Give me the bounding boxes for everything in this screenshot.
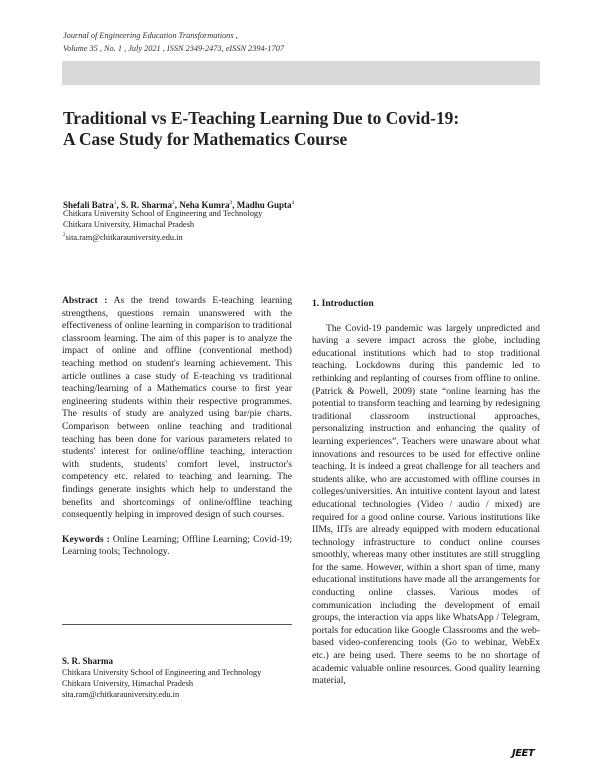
- affiliation-university: Chitkara University, Himachal Pradesh: [63, 220, 195, 229]
- abstract: [62, 295, 292, 522]
- contact-email: sita.ram@chitkarauniversity.edu.in: [62, 690, 180, 699]
- keywords-label: Keywords :: [62, 533, 110, 545]
- section-heading: 1. Introduction: [312, 298, 374, 309]
- author-name: Madhu Gupta: [236, 200, 292, 210]
- abstract-text: As the trend towards E-teaching learning strengthens, questions remain unanswered with the effectiveness of online learning in comparison to traditional classroom learning. The aim of this paper is to analyze the impact of online and offline (conventional method) teaching method on student's learning achievement. This article outlines a case study of E-teaching vs traditional teaching/learning of a Mathematics course to first year engineering students within their respective programmes. The results of study are analyzed using bar/pie charts. Comparison between online teaching and traditional teaching has been done for various parameters related to students' interest for online/offline teaching, interaction with students, students' comfort level, instructor's competency etc. related to teaching and learning. The findings generate insights which help to understand the benefits and shortcomings of online/offline teaching consequently helping in improved design of such courses.: [62, 295, 293, 521]
- header-banner: [62, 61, 540, 85]
- journal-name: Journal of Engineering Education Transformations ,: [63, 31, 238, 40]
- intro-paragraph: The Covid-19 pandemic was largely unpredicted and having a severe impact across the globe, including educational institutions which had to stop traditional teaching. Lockdowns during this pandemic led to rethinking and replanting of courses from offline to online. (Patrick & Powell, 2009) state “online learning has the potential to transform teaching and learning by redesigning traditional classroom instructional approaches, personalizing instruction and enhancing the quality of learning experiences”. Teachers were unaware about what innovations and resources to be used for effective online teaching. It is indeed a great challenge for all teachers and students alike, who are accustomed with offline courses in colleges/universities. An intuitive content layout and latest educational technologies (Video / audio / mixed) are required for a good online course. Various institutions like IIMs, IITs are already equipped with modern educational technology infrastructure to conduct online courses smoothly, whereas many other institutes are still struggling for the same. However, within a short span of time, many educational institutions have made all the arrangements for conducting online classes. Various modes of communication including the development of email groups, the interaction via apps like WhatsApp / Telegram, portals for education like Google Classrooms and the web-based video-conferencing tools (Go to webinar, WebEx etc.) are being used. There seems to be no shortage of academic valuable online resources. Good quality learning material,: [312, 322, 540, 687]
- journal-volume-issn: Volume 35 , No. 1 , July 2021 , ISSN 2349-2473, eISSN 2394-1707: [63, 44, 284, 53]
- keywords: [62, 534, 292, 559]
- author-list: Shefali Batra$^1$, S. R. Sharma$^2$, Neha Kumra$^3$, Madhu Gupta$^4$: [63, 200, 295, 210]
- author-index: 3: [229, 200, 233, 206]
- author-name: Neha Kumra: [179, 200, 230, 210]
- contact-name: S. R. Sharma: [62, 656, 114, 666]
- footnote-divider: [62, 624, 292, 625]
- keywords-text: Online Learning; Offline Learning; Covid-19; Learning tools; Technology.: [62, 533, 292, 558]
- paper-title: [63, 108, 533, 150]
- affiliation-email: [63, 230, 262, 243]
- affiliation: [63, 208, 262, 243]
- title-line-2: A Case Study for Mathematics Course: [63, 129, 348, 149]
- journal-header: [63, 29, 284, 55]
- contact-school: Chitkara University School of Engineering and Technology: [62, 668, 262, 677]
- author-index: 1: [113, 200, 117, 206]
- abstract-label: Abstract :: [62, 295, 108, 306]
- email-address: sita.ram@chitkarauniversity.edu.in: [65, 232, 183, 242]
- affiliation-school: Chitkara University School of Engineering and Technology: [63, 209, 263, 218]
- right-column: [312, 298, 540, 688]
- left-column: [62, 295, 292, 571]
- email-index: 2: [63, 233, 66, 238]
- author-index: 2: [172, 200, 175, 206]
- author-name: S. R. Sharma: [121, 200, 173, 210]
- corresponding-author: [62, 656, 292, 700]
- contact-university: Chitkara University, Himachal Pradesh: [62, 679, 194, 688]
- jeet-logo: JEET: [512, 748, 535, 759]
- author-index: 4: [291, 200, 295, 206]
- title-line-1: Traditional vs E-Teaching Learning Due to Covid-19:: [63, 108, 460, 128]
- author-name: Shefali Batra: [63, 200, 114, 210]
